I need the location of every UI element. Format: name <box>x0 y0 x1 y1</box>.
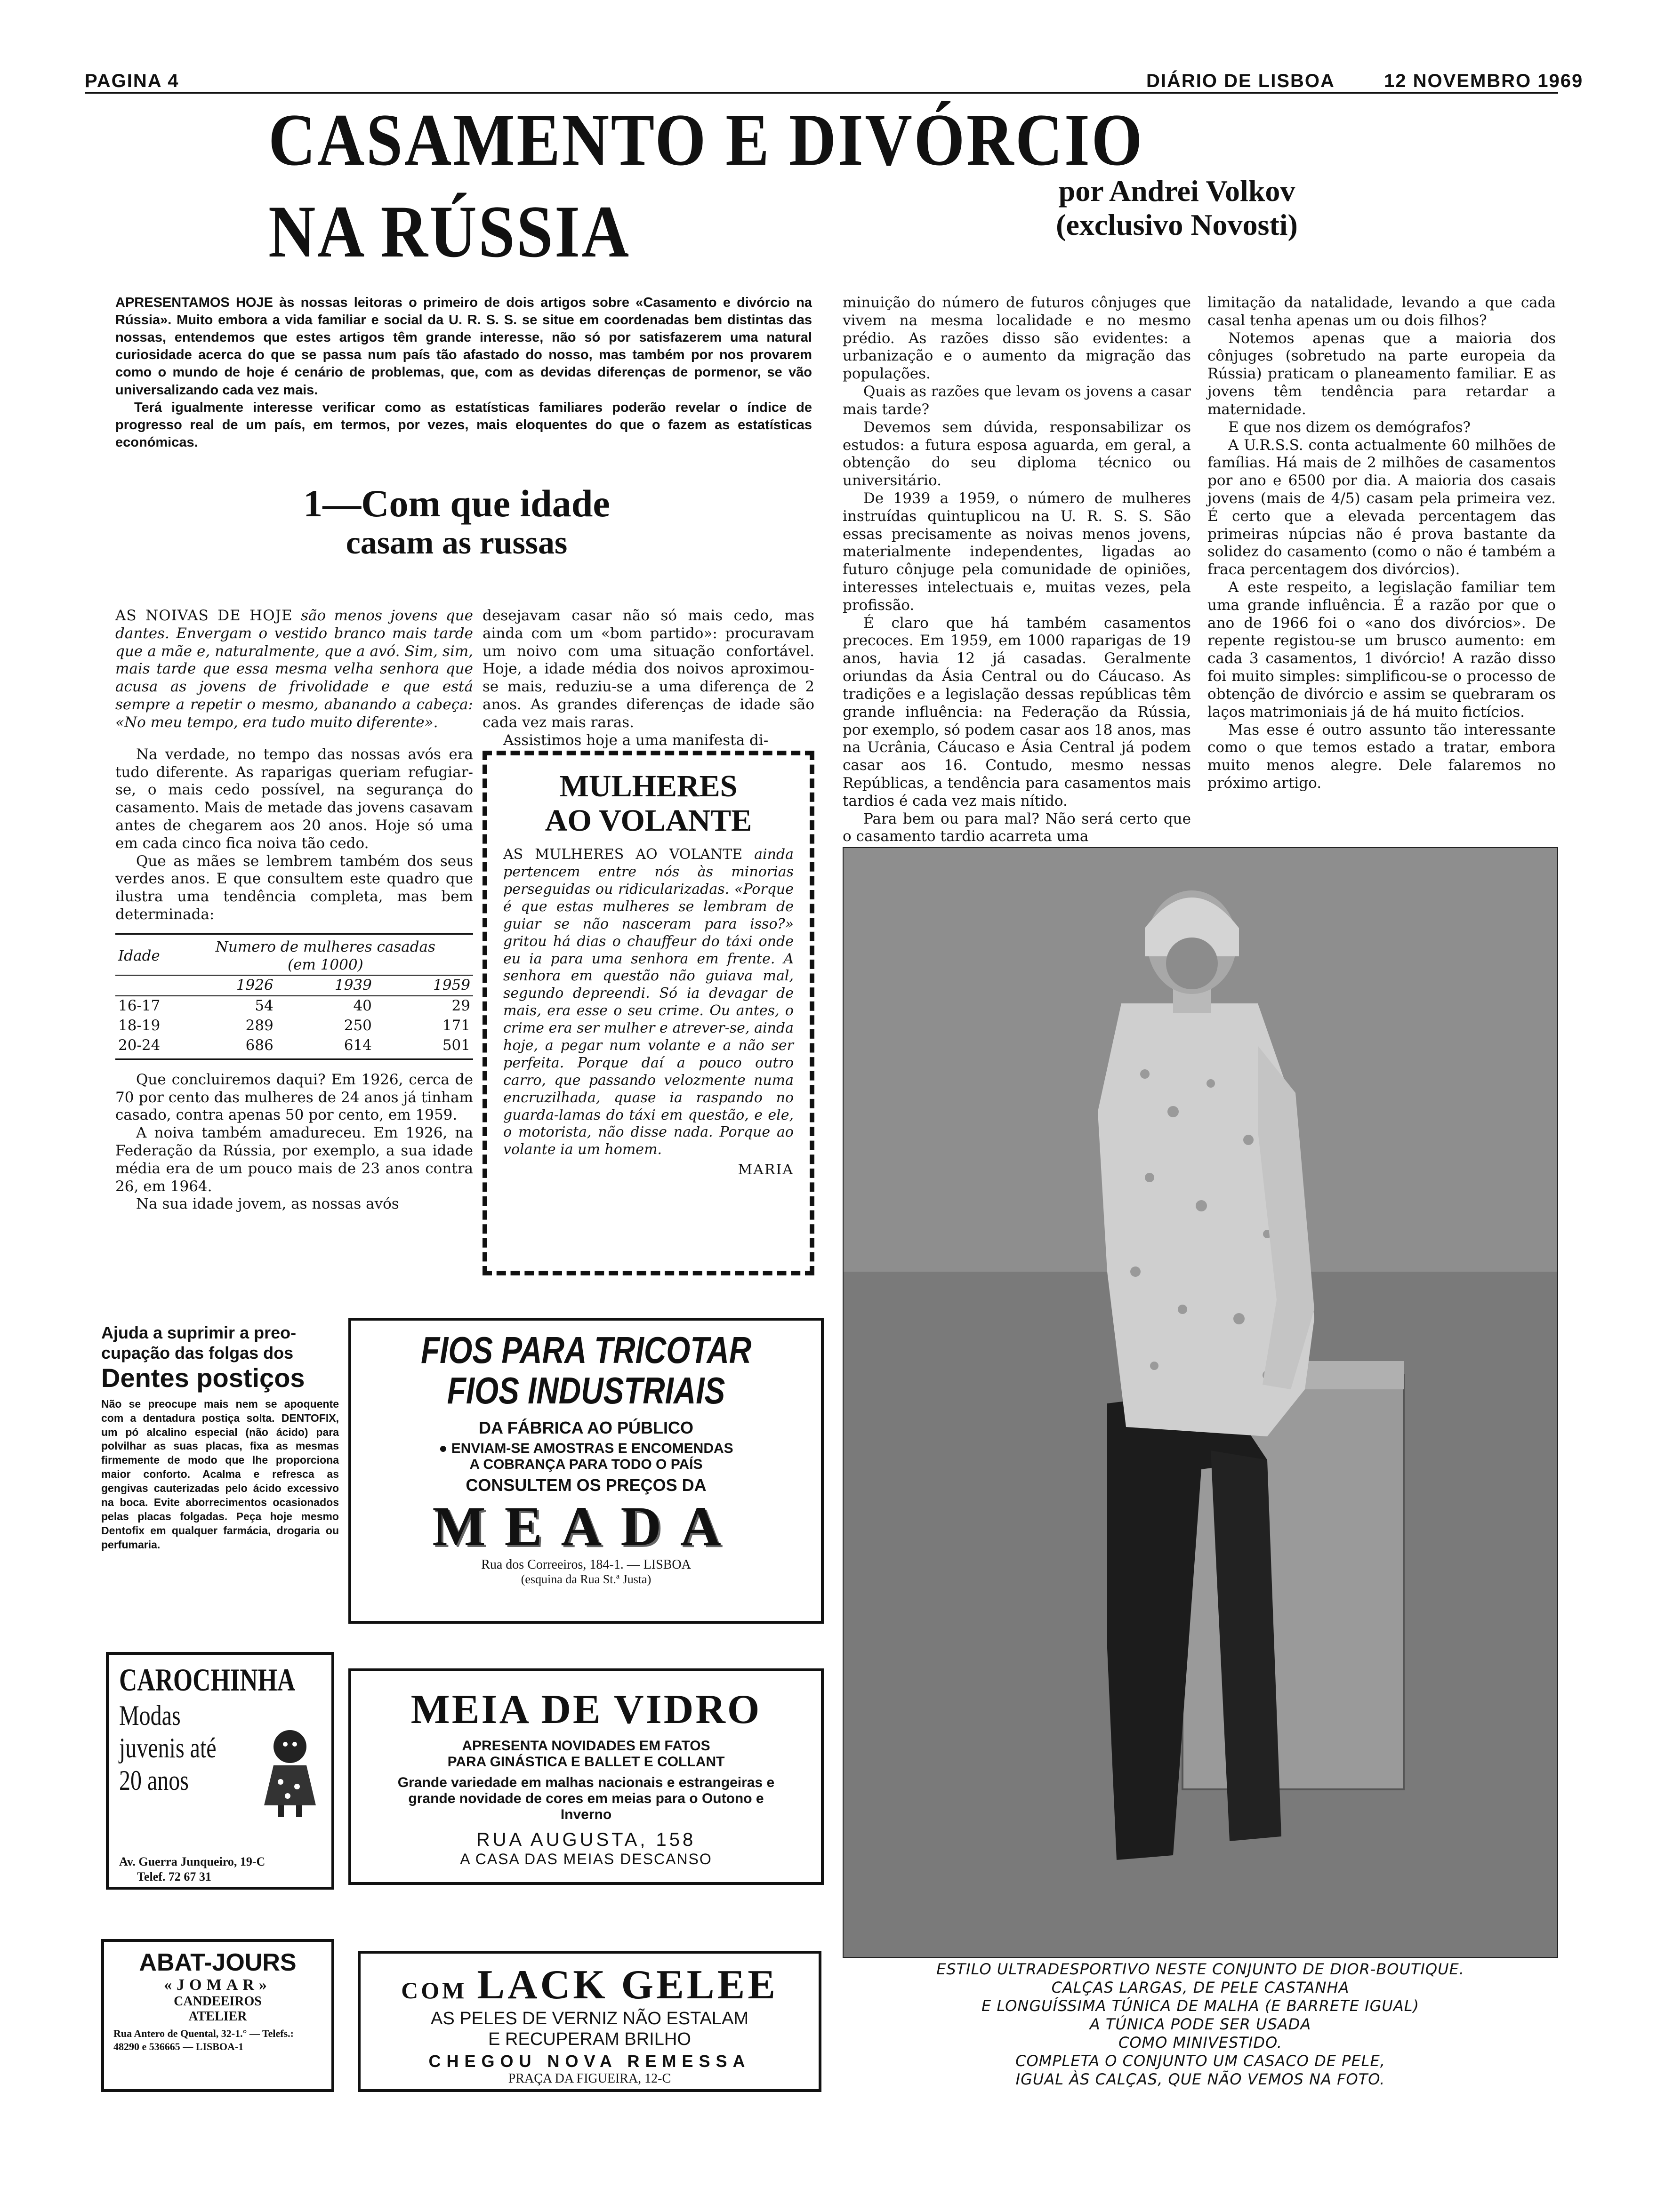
table-header-numero-line1: Numero de mulheres casadas <box>215 938 435 955</box>
sidebar-lead: AS MULHERES AO VOLANTE <box>503 846 743 863</box>
caption-line: IGUAL ÀS CALÇAS, QUE NÃO VEMOS NA FOTO. <box>1015 2070 1385 2089</box>
article-title-line2: NA RÚSSIA <box>268 191 631 273</box>
ad-lack-address: PRAÇA DA FIGUEIRA, 12-C <box>508 2071 671 2086</box>
ad-carochinha-line: juvenis até <box>119 1732 217 1764</box>
lead-caps: AS NOIVAS DE HOJE <box>115 607 293 624</box>
table-row <box>115 996 473 1016</box>
sidebar-signature: MARIA <box>738 1162 794 1178</box>
caption-line: A TÚNICA PODE SER USADA <box>1089 2015 1311 2034</box>
ad-meia-line1: APRESENTA NOVIDADES EM FATOS <box>462 1738 710 1754</box>
ad-meada-address2: (esquina da Rua St.ª Justa) <box>521 1572 652 1586</box>
table-year: 1926 <box>236 977 273 994</box>
ad-carochinha <box>106 1652 334 1890</box>
ad-meada <box>348 1318 824 1624</box>
body-paragraph: Assistimos hoje a uma manifesta di- <box>503 731 769 749</box>
body-paragraph: De 1939 a 1959, o número de mulheres instruídas quintuplicou na U. R. S. S. São essas precisamente as noivas menos jovens, materialmente independentes, ligadas ao futuro cônjuge pela comunidade de opiniões, interesses intelectuais e, muitas vezes, pela profissão. <box>843 489 1191 614</box>
table-cell: 29 <box>451 997 470 1015</box>
body-paragraph: Que concluiremos daqui? Em 1926, cerca de 70 por cento das mulheres de 24 anos já tinham casado, contra apenas 50 por cento, em 1959. <box>115 1071 473 1124</box>
article-column-2 <box>483 607 814 750</box>
body-paragraph: minuição do número de futuros cônjuges que vivem na mesma localidade e no mesmo prédio. As razões disso são evidentes: a urbanização e o aumento da migração das populações. <box>843 294 1191 383</box>
byline-source: (exclusivo Novosti) <box>1056 208 1298 241</box>
subhead-line1: 1—Com que idade <box>303 482 610 525</box>
table-cell: 16-17 <box>118 997 161 1015</box>
body-paragraph: Quais as razões que levam os jovens a casar mais tarde? <box>843 383 1191 418</box>
body-paragraph: limitação da natalidade, levando a que cada casal tenha apenas um ou dois filhos? <box>1207 294 1556 329</box>
ad-meada-brand: MEADA <box>432 1494 740 1557</box>
sidebar-title <box>503 769 794 838</box>
intro-paragraph: APRESENTAMOS HOJE às nossas leitoras o primeiro de dois artigos sobre «Casamento e divórcio na Rússia». Muito embora a vida familiar e social da U. R. S. S. se situe em coordenadas bem distintas das nossas, entendemos que estes artigos têm grande interesse, não só por satisfazerem uma natural curiosidade acerca do que se passa num país tão afastado do nosso, mas também por nos provarem como o mundo de hoje é cenário de problemas, que, com as devidas diferenças de pormenor, se vão universalizando cada vez mais. <box>115 295 812 398</box>
table-cell: 54 <box>255 997 273 1015</box>
sidebar-text: ainda pertencem entre nós às minorias perseguidas ou ridicularizadas. «Porque é que estas mulheres se lembram de guiar se não nasceram para isso?» gritou há dias o chauffeur do táxi onde eu ia para uma senhora em frente. A senhora em questão não guiava mal, segundo depreendi. Só ia devagar de mais, era esse o seu crime. Ou antes, o crime era ser mulher e atrever-se, ainda hoje, a pegar num volante e a não ser perfeita. Porque daí a pouco outro carro, que passando velozmente numa encruzilhada, quase ia raspando no guarda-lamas do táxi em questão, e ele, o motorista, não disse nada. Porque ao volante ia um homem. <box>503 846 794 1158</box>
ad-meada-line2: FIOS INDUSTRIAIS <box>447 1370 725 1412</box>
article-column-1 <box>115 607 473 1213</box>
subhead-line2: casam as russas <box>346 525 568 561</box>
ad-dentes-headline <box>101 1322 339 1363</box>
sidebar-title-line1: MULHERES <box>559 769 738 803</box>
body-paragraph: Para bem ou para mal? Não será certo que o casamento tardio acarreta uma <box>843 810 1191 845</box>
ad-dentes-head-line: Ajuda a suprimir a preo- <box>101 1323 297 1342</box>
ad-lack-com: COM <box>401 1977 467 2004</box>
ad-meia-slogan: A CASA DAS MEIAS DESCANSO <box>460 1851 712 1868</box>
ad-meia-title: MEIA DE VIDRO <box>410 1687 762 1732</box>
newspaper-name: DIÁRIO DE LISBOA <box>1146 71 1335 91</box>
ad-meada-line6: CONSULTEM OS PREÇOS DA <box>466 1475 707 1495</box>
ad-lack-title <box>375 1961 804 2009</box>
stats-table <box>115 938 473 1056</box>
ad-dentes-title: Dentes postiços <box>101 1363 305 1393</box>
table-cell: 686 <box>245 1036 273 1054</box>
fashion-photo <box>843 847 1558 1958</box>
body-paragraph: Que as mães se lembrem também dos seus verdes anos. E que consultem este quadro que ilustra uma tendência completa, mas bem determinada: <box>115 852 473 923</box>
table-header-blank <box>115 975 178 996</box>
ad-carochinha-address: Av. Guerra Junqueiro, 19-C <box>119 1855 265 1868</box>
table-cell: 171 <box>442 1017 470 1034</box>
ad-lack-line2: E RECUPERAM BRILHO <box>488 2029 691 2049</box>
article-title-line1: CASAMENTO E DIVÓRCIO <box>268 99 1144 181</box>
ad-lack-brand: LACK GELEE <box>477 1962 778 2008</box>
stats-table-wrap <box>115 933 473 1060</box>
table-cell: 20-24 <box>118 1036 161 1054</box>
sidebar-body <box>503 846 794 1159</box>
byline <box>998 174 1356 241</box>
ad-meada-line1: FIOS PARA TRICOTAR <box>420 1329 752 1371</box>
article-column-3 <box>843 294 1191 846</box>
caption-line: COMPLETA O CONJUNTO UM CASACO DE PELE, <box>1015 2052 1385 2070</box>
article-column-4 <box>1207 294 1556 793</box>
ad-abat-brand: «JOMAR» <box>164 1976 272 1994</box>
body-paragraph: É claro que há também casamentos precoces. Em 1959, em 1000 raparigas de 19 anos, havia 12 já casadas. Geralmente oriundas da Ásia Central ou do Cáucaso. As tradições e a legislação dessas repúblicas têm grande influência: na Federação da Rússia, por exemplo, só podem casar aos 18 anos, mas na Ucrânia, Cáucaso e Ásia Central já podem casar aos 16. Contudo, mesmo nessas Repúblicas, a tendência para casamentos mais tardios é cada vez mais nítido. <box>843 614 1191 809</box>
body-paragraph: desejavam casar não só mais cedo, mas ainda com um «bom partido»: procuravam um noivo com uma situação confortável. Hoje, a idade média dos noivos aproximou-se mais, reduziu-se a uma diferença de 2 anos. As grandes diferenças de idade são cada vez mais raras. <box>483 607 814 731</box>
header-rule <box>85 92 1558 94</box>
ad-carochinha-phone: Telef. 72 67 31 <box>137 1870 211 1883</box>
ad-dentes-body: Não se preocupe mais nem se apoquente com a dentadura postiça solta. DENTOFIX, um pó alcalino especial (não ácido) para polvilhar as suas placas, fixa as mesmas firmemente de modo que lhe proporciona maior conforto. Acalma e refresca as gengivas cauterizadas pelo ácido excessivo na boca. Evite aborrecimentos ocasionados pelas placas folgadas. Peça hoje mesmo Dentofix em qualquer farmácia, drogaria ou perfumaria. <box>101 1397 339 1551</box>
ad-abat-jours <box>101 1939 334 2092</box>
caption-line: E LONGUÍSSIMA TÚNICA DE MALHA (E BARRETE IGUAL) <box>981 1997 1420 2015</box>
body-paragraph: Na verdade, no tempo das nossas avós era tudo diferente. As raparigas queriam refugiar-se, o mais cedo possível, na segurança do casamento. Mais de metade das jovens casavam antes de chegarem aos 20 anos. Hoje só uma em cada cinco fica noiva tão cedo. <box>115 745 473 852</box>
body-paragraph: Mas esse é outro assunto tão interessante como o que temos estado a tratar, embora muito menos alegre. Dele falaremos no próximo artigo. <box>1207 721 1556 792</box>
table-cell: 614 <box>344 1036 372 1054</box>
article-subhead <box>212 482 701 561</box>
lead-text: são menos jovens que dantes. Envergam o vestido branco mais tarde que a mãe e, naturalmente, que a avó. Sim, sim, mais tarde que essa mesma velha senhora que acusa as jovens de frivolidade e que está sempre a repetir o mesmo, abanando a cabeça: «No meu tempo, era tudo muito diferente». <box>115 607 473 731</box>
ad-abat-title: ABAT-JOURS <box>139 1949 297 1976</box>
ad-lack-line3: CHEGOU NOVA REMESSA <box>428 2052 751 2071</box>
table-row <box>115 1036 473 1056</box>
ad-dentes-posticos <box>101 1322 339 1614</box>
ad-carochinha-text <box>119 1699 281 1797</box>
ad-carochinha-title: CAROCHINHA <box>119 1662 296 1698</box>
table-row <box>115 1016 473 1036</box>
ad-meada-line5: A COBRANÇA PARA TODO O PAÍS <box>469 1456 703 1472</box>
table-year: 1959 <box>433 977 470 994</box>
body-paragraph: A noiva também amadureceu. Em 1926, na Federação da Rússia, por exemplo, a sua idade média era de um pouco mais de 23 anos contra 26, em 1964. <box>115 1124 473 1195</box>
body-paragraph: Na sua idade jovem, as nossas avós <box>136 1195 399 1213</box>
ad-meada-address: Rua dos Correeiros, 184-1. — LISBOA <box>481 1557 691 1572</box>
lead-paragraph <box>115 607 473 732</box>
ad-meia-line3: Grande variedade em malhas nacionais e estrangeiras e grande novidade de cores em meias para o Outono e Inverno <box>397 1775 775 1823</box>
table-cell: 289 <box>245 1017 273 1034</box>
table-header-idade: Idade <box>118 947 160 964</box>
table-cell: 250 <box>344 1017 372 1034</box>
issue-date: 12 NOVEMBRO 1969 <box>1384 71 1584 91</box>
intro-paragraph: Terá igualmente interesse verificar como as estatísticas familiares poderão revelar o índice de progresso real de um país, em termos, por vezes, mais eloquentes do que o fazem as estatísticas económicas. <box>115 400 812 450</box>
table-cell: 40 <box>353 997 372 1015</box>
caption-line: ESTILO ULTRADESPORTIVO NESTE CONJUNTO DE DIOR-BOUTIQUE. <box>936 1960 1464 1978</box>
ad-lack-gelee <box>358 1951 821 2092</box>
sidebar-title-line2: AO VOLANTE <box>545 803 752 838</box>
ad-abat-line1: CANDEEIROS <box>174 1994 262 2009</box>
ad-meada-line3: DA FÁBRICA AO PÚBLICO <box>479 1418 693 1437</box>
table-cell: 18-19 <box>118 1017 161 1034</box>
ad-carochinha-line: 20 anos <box>119 1765 189 1796</box>
ad-meia-de-vidro <box>348 1668 824 1885</box>
article-intro <box>115 294 812 451</box>
table-cell: 501 <box>442 1036 470 1054</box>
body-paragraph: A este respeito, a legislação familiar tem uma grande influência. É a razão por que o ano de 1966 foi o «ano dos divórcios». De repente registou-se um brusco aumento: em cada 3 casamentos, 1 divórcio! A razão disso foi muito simples: simplificou-se o processo de obtenção de divórcio e assim se quebraram os laços matrimoniais já de há muito fictícios. <box>1207 579 1556 721</box>
ad-dentes-head-line: cupação das folgas dos <box>101 1343 294 1363</box>
ad-carochinha-line: Modas <box>119 1700 181 1731</box>
ad-lack-line1: AS PELES DE VERNIZ NÃO ESTALAM <box>430 2009 749 2028</box>
body-paragraph: Devemos sem dúvida, responsabilizar os estudos: a futura esposa aguarda, em geral, a obtenção do seu diploma técnico ou universitário. <box>843 418 1191 489</box>
photo-caption <box>843 1960 1558 2089</box>
ad-meia-address: RUA AUGUSTA, 158 <box>476 1829 696 1851</box>
ad-meada-line4: ● ENVIAM-SE AMOSTRAS E ENCOMENDAS <box>439 1440 733 1456</box>
model-figure-icon <box>844 848 1558 1958</box>
ad-abat-address: Rua Antero de Quental, 32-1.° — Telefs.: 48290 e 536665 — LISBOA-1 <box>113 2028 294 2052</box>
ad-meia-line2: PARA GINÁSTICA E BALLET E COLLANT <box>447 1754 725 1770</box>
page-number: PAGINA 4 <box>85 71 179 91</box>
table-header-numero <box>178 938 473 976</box>
body-paragraph: Notemos apenas que a maioria dos cônjuges (sobretudo na parte europeia da Rússia) praticam o planeamento familiar. E as jovens têm tendência para retardar a maternidade. <box>1207 329 1556 418</box>
table-header-numero-line2: (em 1000) <box>288 956 363 973</box>
table-year: 1939 <box>334 977 372 994</box>
byline-author: por Andrei Volkov <box>1058 174 1295 208</box>
ad-abat-line2: ATELIER <box>188 2009 247 2024</box>
body-paragraph: A U.R.S.S. conta actualmente 60 milhões de famílias. Há mais de 2 milhões de casamentos por ano e 6500 por dia. A maioria dos casais jovens (mais de 4/5) casam pela primeira vez. É certo que a elevada percentagem das primeiras núpcias não é prova bastante da solidez do casamento (como o não é também a fraca percentagem dos divórcios). <box>1207 436 1556 578</box>
doll-icon <box>259 1725 321 1819</box>
sidebar-box-mulheres <box>483 751 814 1275</box>
body-paragraph: E que nos dizem os demógrafos? <box>1228 418 1471 436</box>
caption-line: COMO MINIVESTIDO. <box>1118 2034 1283 2052</box>
caption-line: CALÇAS LARGAS, DE PELE CASTANHA <box>1051 1979 1350 1997</box>
